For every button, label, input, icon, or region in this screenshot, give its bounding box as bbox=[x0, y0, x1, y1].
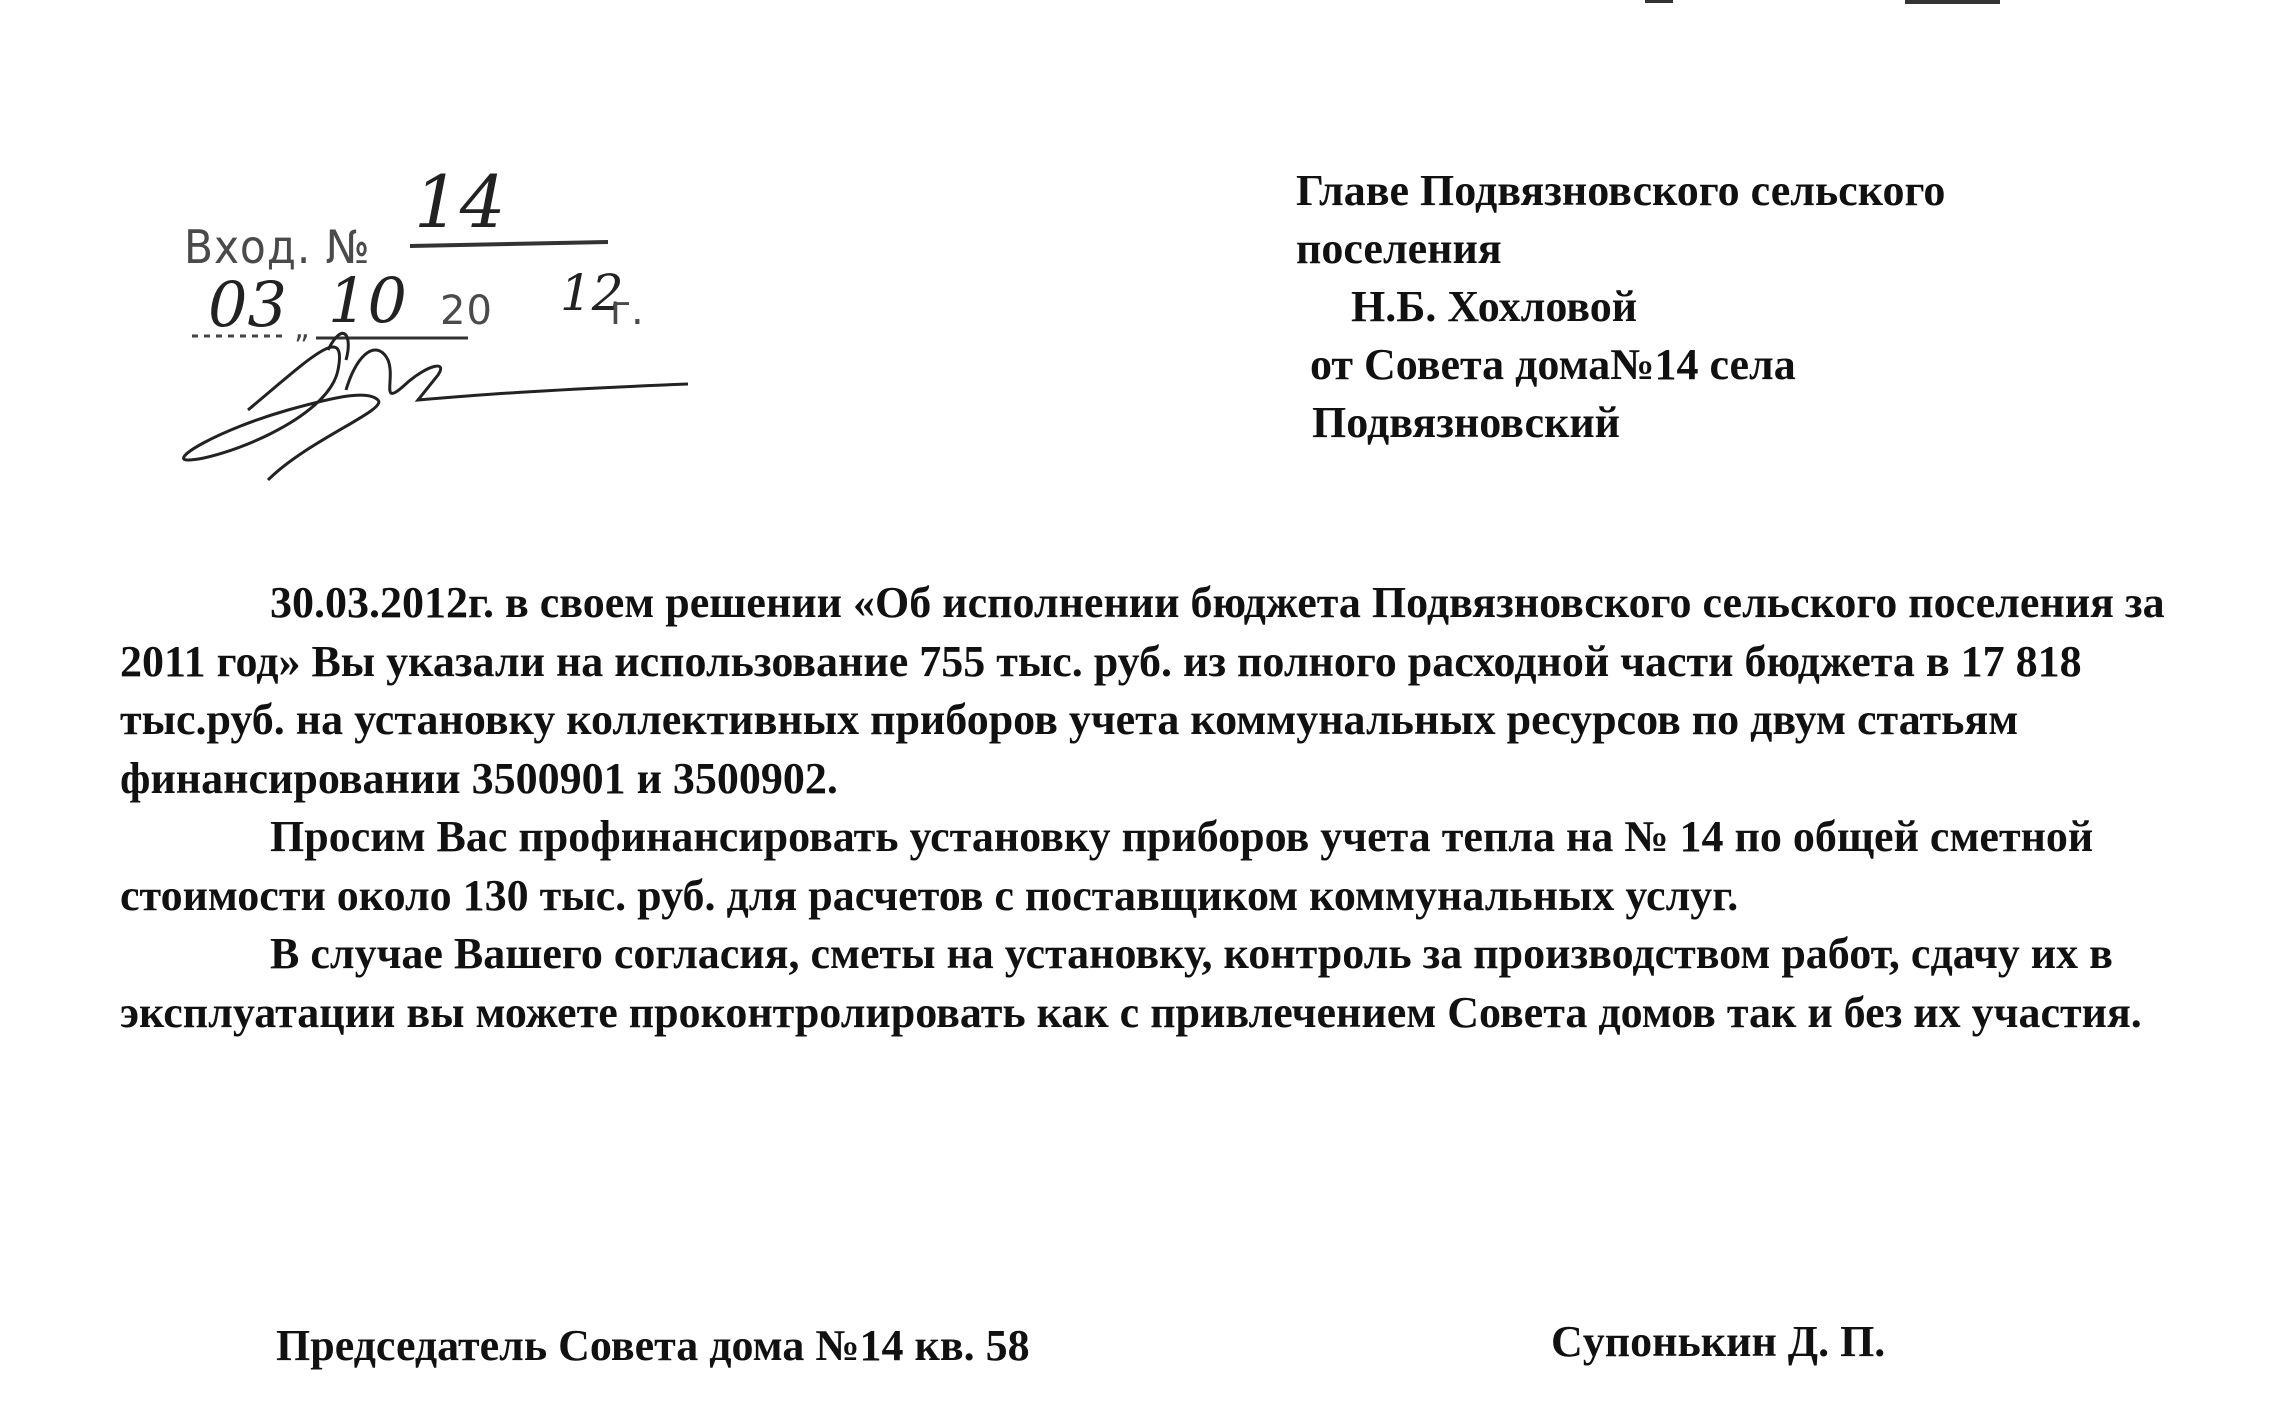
stamp-label: Вход. № bbox=[184, 220, 371, 274]
incoming-stamp bbox=[178, 160, 738, 490]
scan-artifact bbox=[1645, 0, 1673, 3]
stamp-number-handwritten: 14 bbox=[414, 160, 506, 244]
scan-artifact bbox=[1905, 0, 2000, 4]
svg-text:„: „ bbox=[294, 311, 310, 346]
body-paragraph: 30.03.2012г. в своем решении «Об исполнении бюджета Подвязновского сельского поселения за 2011 год» Вы указали на использование 755 тыс. руб. из полного расходной части бюджета в 17 818 тыс.руб. на установку коллективных приборов учета коммунальных ресурсов по двум статьям финансировании 3500901 и 3500902. bbox=[120, 578, 2165, 803]
addressee-line: Главе Подвязновского сельского bbox=[1296, 166, 1946, 215]
stamp-month-handwritten: 10 bbox=[328, 264, 407, 337]
letter-body bbox=[120, 574, 2210, 1042]
stamp-day-handwritten: 03 bbox=[208, 268, 287, 341]
body-paragraph: Просим Вас профинансировать установку приборов учета тепла на № 14 по общей сметной стоимости около 130 тыс. руб. для расчетов с поставщиком коммунальных услуг. bbox=[120, 812, 2094, 920]
signer-position: Председатель Совета дома №14 кв. 58 bbox=[276, 1321, 1030, 1370]
addressee-line: поселения bbox=[1296, 224, 1502, 273]
addressee-name: Н.Б. Хохловой bbox=[1351, 282, 1638, 331]
stamp-year-printed: 20 bbox=[440, 288, 493, 334]
addressee-sender: Подвязновский bbox=[1312, 398, 1621, 447]
stamp-year-suffix: г. bbox=[610, 288, 644, 334]
signer-name: Сyпонькин Д. П. bbox=[1551, 1317, 1886, 1366]
body-paragraph: В случае Вашего согласия, сметы на установку, контроль за производством работ, сдачу их в эксплуатации вы можете проконтролировать как с привлечением Совета домов так и без их участия. bbox=[120, 929, 2142, 1037]
addressee-block bbox=[1296, 162, 1945, 452]
stamp-year-handwritten: 12 bbox=[560, 264, 624, 322]
addressee-sender: от Совета дома№14 села bbox=[1310, 340, 1796, 389]
